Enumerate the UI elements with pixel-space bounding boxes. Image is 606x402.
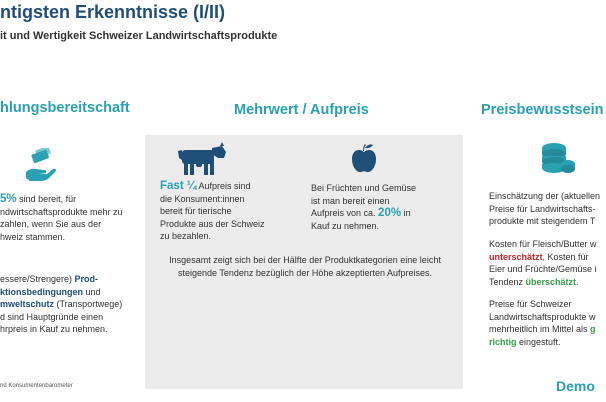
coins-icon [540,140,576,174]
left-percent: 5% [0,193,17,205]
left-text-1: 5% sind bereit, für ndwirtschaftsprodukte mehr zu zahlen, wenn Sie aus der hweiz stammen. [0,193,123,242]
fast-quarter: Fast ¼ [160,180,197,192]
right-text-3: Preise für Schweizer Landwirtschaftsprodukte w mehrheitlich im Mittel als g richtig eingestuft. [489,299,596,347]
left-text-2: essere/Strengere) Prod- ktionsbedingungen und mweltschutz (Transportwege) d sind Hauptgründe einen hrpreis in Kauf zu nehmen. [0,274,123,334]
cow-icon [178,142,230,176]
middle-right-text: Bei Früchten und Gemüse ist man bereit einen Aufpreis von ca. 20% in Kauf zu nehmen. [311,183,417,231]
brand-logo: Demo [556,378,595,394]
heading-preisbewusstsein: Preisbewusstsein [481,102,604,118]
apple-icon [351,143,377,173]
heading-mehrwert: Mehrwert / Aufpreis [234,102,369,118]
twenty-percent: 20% [378,207,402,219]
page-title: ntigsten Erkenntnisse (I/II) [0,2,226,22]
middle-left-text: Fast ¼ Aufpreis sind die Konsument:innen bereit für tierische Produkte aus der Schweiz zu bezahlen. [160,180,265,241]
right-text-1: Einschätzung der (aktuellen Preise für Landwirtschafts- produkte mit steigendem T [489,191,601,226]
heading-zahlungsbereitschaft: hlungsbereitschaft [0,100,130,116]
page-subtitle: it und Wertigkeit Schweizer Landwirtschaftsprodukte [0,30,278,42]
hand-money-icon [20,148,60,184]
footer-source: nd Konsumentenbarometer [0,383,73,389]
right-text-2: Kosten für Fleisch/Butter w unterschätzt, Kosten für Eier und Früchte/Gemüse i Tendenz überschätzt. [489,239,597,287]
middle-summary: Insgesamt zeigt sich bei der Hälfte der Produktkategorien eine leicht steigende Tendenz bezüglich der Höhe akzeptierten Aufpreises. [169,255,441,278]
